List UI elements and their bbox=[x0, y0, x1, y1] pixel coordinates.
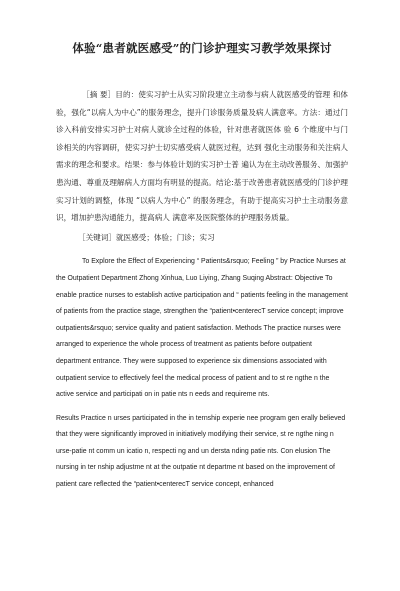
paper-title: 体验“患者就医感受”的门诊护理实习教学效果探讨 bbox=[72, 41, 332, 55]
english-paragraph-1: To Explore the Effect of Experiencing “ Patients&rsquo; Feeling ” by Practice Nurses at the Outpatient Department Zhong Xinhua, Luo Liying, Zhang Suqing Abstract: Objective To enable practice nurses to establish active participation and “ patients feeling in the management of patients from the practice stage, strengthen the “patient•centerecT service concept; improve outpatients&rsquo; service quality and patient satisfaction. Methods The practice nurses were arranged to experience the whole process of treatment as patients before outpatient department entrance. They were supposed to experience six dimensions associated with outpatient service to effectively feel the medical process of patient and to st re ngthe n the active service and participati on in patie nts n eeds and requireme nts. bbox=[56, 258, 348, 399]
abstract-block bbox=[56, 86, 348, 227]
abstract-text: 目的：使实习护士从实习阶段建立主动参与病人就医感受的管理 和体验，强化“以病人为中心”的服务理念，提升门诊服务质量及病人满意率。方法：通过门诊入科前安排实习护士对病人就诊全过程的体验，针对患者就医体 验 6 个维度中与门诊相关的内容调研，使实习护士切实感受病人就医过程，达到 强化主动服务和关注病人需求的理念和要求。结果：参与体验计划的实习护士普 遍认为在主动改善服务、加强护患沟通、尊重及理解病人方面均有明显的提高。结论:基于改善患者就医感受的门诊护理实习计划的调整，体现 “以病人为中心” 的服务理念，有助于提高实习护士主动服务意识，增加护患沟通能力，提高病人 满意率及医院整体的护理服务质量。 bbox=[56, 90, 348, 223]
english-paragraph-2: Results Practice n urses participated in the in ternship experie nee program gen erally believed that they were significantly improved in initiatively modifying their service, st re ngthe ning n urse-patie nt comm un icatio n, respecti ng and un dersta nding patie nts. Con elusion The nursing in ter nship adjustme nt at the outpatie nt departme nt based on the improvement of patient care reflected the “patient•centerecT service concept, enhanced bbox=[56, 414, 346, 489]
keywords-label: ［关键词］ bbox=[78, 232, 116, 242]
keywords-block bbox=[56, 229, 348, 247]
english-abstract bbox=[56, 254, 348, 493]
abstract-label: ［摘 要］ bbox=[82, 90, 116, 99]
keywords-text: 就医感受；体验；门诊；实习 bbox=[115, 232, 215, 242]
